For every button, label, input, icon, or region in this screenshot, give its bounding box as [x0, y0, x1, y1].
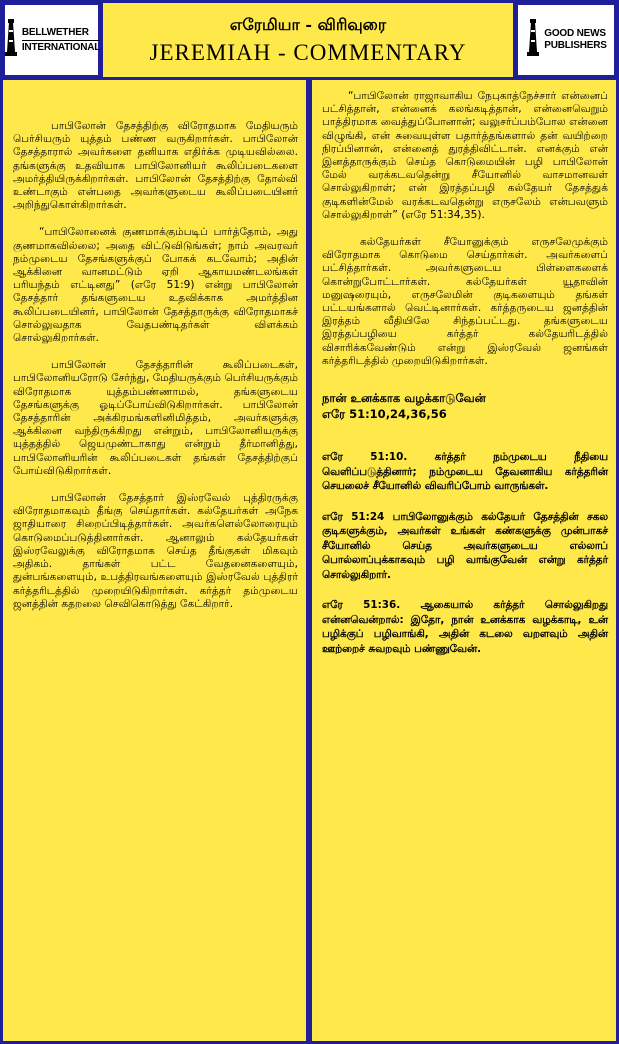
paragraph: “பாபிலோனைக் குணமாக்கும்படிப் பார்த்தோம், அது குணமாகவில்லை; அதை விட்டுவிடுங்கள்; நாம் அவரவர் நம்முடைய தேசங்களுக்குப் போகக் கடவோம்; அதின் ஆக்கினை வானமட்டும் ஏறி ஆகாயமண்டலங்கள் பரியந்தம் எட்டினது” (எரே 51:9) என்று பாபிலோன் தேசத்தார் தங்களுடைய உதவிக்காக அமர்த்தின கூலிப்படையினர், பாபிலோன் தேசத்தாருக்கு விரோதமாகச் சொல்லுவதாக வேதபண்டிதர்கள் விளக்கம் சொல்லுகிறார்கள். — [13, 226, 298, 345]
title-banner — [103, 3, 513, 77]
header — [3, 3, 616, 77]
lighthouse-icon — [3, 18, 19, 62]
paragraph: பாபிலோன் தேசத்தார் இஸ்ரவேல் புத்திரருக்கு விரோதமாகவும் தீங்கு செய்தார்கள். கல்தேயர்கள் அநேக ஜாதியாரை சிறைப்பிடித்தார்கள். அவர்களெல்லோரையும் கொடுமைப்படுத்தினார்கள். ஆனாலும் கல்தேயர்கள் இஸ்ரவேலுக்கு விரோதமாக செய்த தீங்குகள் மிகவும் அதிகம். தாங்கள் பட்ட வேதனைகளையும், துன்பங்களையும், உபத்திரவங்களையும் இஸ்ரவேல் புத்திரர் கர்த்தரிடத்தில் முறையிடுகிறார்கள். கர்த்தர் தம்முடைய ஜனத்தின் கதறலை செவிகொடுத்து கேட்கிறார். — [13, 492, 298, 610]
verse: எரே 51:10. கர்த்தர் நம்முடைய நீதியை வெளிப்படுத்தினார்; நம்முடைய தேவனாகிய கர்த்தரின் செயலைச் சீயோனில் விவரிப்போம் வாருங்கள். — [322, 451, 608, 493]
section-heading — [322, 390, 608, 422]
paragraph: “பாபிலோன் ராஜாவாகிய நேபுகாத்நேச்சார் என்னைப் பட்சித்தான், என்னைக் கலங்கடித்தான், என்னைவெறும் பாத்திரமாக வைத்துப்போனான்; வலுசர்ப்பம்போல என்னை விழுங்கி, என் சுவையுள்ள பதார்த்தங்களால் தன் வயிற்றை நிரப்பினான், என்னைத் துரத்திவிட்டான். எனக்கும் என் இனத்தாருக்கும் செய்த கொடுமையின் பழி பாபிலோன் மேல் வரக்கடவதென்று சீயோனில் வாசமானவள் சொல்லுகிறாள்; என் இரத்தப்பழி கல்தேயர் தேசத்துக் குடிகளின்மேல் வரக்கடவதென்று எருசலேம் என்பவளும் சொல்லுகிறாள்” (எரே 51:34,35). — [322, 90, 608, 221]
verse: எரே 51:24 பாபிலோனுக்கும் கல்தேயர் தேசத்தின் சகல குடிகளுக்கும், அவர்கள் உங்கள் கண்களுக்கு முன்பாகச் சீயோனில் செய்த அவர்களுடைய எல்லாப் பொல்லாப்புக்காகவும் பழி வாங்குவேன் என்று கர்த்தர் சொல்லுகிறார். — [322, 510, 608, 581]
good-news-logo-text: GOOD NEWS PUBLISHERS — [544, 28, 607, 51]
page-title-english: JEREMIAH - COMMENTARY — [149, 39, 467, 65]
bellwether-logo — [3, 3, 100, 77]
paragraph: கல்தேயர்கள் சீயோனுக்கும் எருசலேமுக்கும் விரோதமாக கொடுமை செய்தார்கள். அவர்களைப் பட்சித்தார்கள். அவர்களுடைய பிள்ளைகளைக் கொன்றுபோட்டார்கள். கல்தேயர்கள் யூதாவின் மனுஷரையும், எருசலேமின் குடிகளையும் தங்கள் பட்டயங்களால் வெட்டினார்கள். கர்த்தருடைய ஜனத்தின் இரத்தம் வீதியிலே சிந்தப்பட்டது. தங்களுடைய இரத்தப்பழியை கர்த்தர் கல்தேயரிடத்தில் விசாரிக்கவேண்டும் என்று இஸ்ரவேல் ஜனங்கள் கர்த்தரிடத்தில் முறையிடுகிறார்கள். — [322, 236, 608, 367]
paragraph: பாபிலோன் தேசத்திற்கு விரோதமாக மேதியரும் பெர்சியரும் யுத்தம் பண்ண வருகிறார்கள். பாபிலோன் தேசத்தாரால் அவர்களை தனியாக எதிர்க்க முடியவில்லை. தங்களுக்கு உதவியாக பாபிலோனியர் கூலிப்படைகளை அமர்த்தியிருக்கிறார்கள். பாபிலோன் தேசத்திற்கு தோல்வி உண்டாகும் என்பதை அவர்களுடைய கூலிப்படையினர் அறிந்துகொள்கிறார்கள். — [13, 120, 298, 212]
verse: எரே 51:36. ஆகையால் கர்த்தர் சொல்லுகிறது என்னவென்றால்: இதோ, நான் உனக்காக வழக்காடி, உன் பழிக்குப் பழிவாங்கி, அதின் கடலை வறளவும் அதின் ஊற்றைச் சுவறவும் பண்ணுவேன். — [322, 599, 608, 655]
section-heading-reference: எரே 51:10,24,36,56 — [322, 407, 447, 422]
bellwether-logo-text: BELLWETHER INTERNATIONAL — [21, 26, 101, 53]
page-title-tamil: எரேமியா - விரிவுரை — [229, 14, 387, 34]
section-heading-title: நான் உனக்காக வழக்காடுவேன் — [322, 391, 486, 406]
lighthouse-icon — [525, 18, 541, 62]
right-column — [312, 80, 616, 1041]
paragraph: பாபிலோன் தேசத்தாரின் கூலிப்படைகள், பாபிலோனியரோடு சேர்ந்து, மேதியருக்கும் பெர்சியருக்கும் விரோதமாக யுத்தம்பண்ணாமல், தங்களுடைய தேசங்களுக்கு ஓடிப்போய்விடுகிறார்கள். பாபிலோன் தேசத்தாரின் அக்கிரமங்களினிமித்தம், அவர்களுக்கு ஆக்கினை வந்திருக்கிறது என்றும், பாபிலோனியருக்கு யுத்தத்தில் ஜெயமுண்டாகாது என்றும் தீர்மானித்து, பாபிலோனியரின் கூலிப்படைகள் தங்கள் தேசத்திற்குப் போய்விடுகிறார்கள். — [13, 359, 298, 477]
left-column — [3, 80, 306, 1041]
good-news-logo — [516, 3, 616, 77]
